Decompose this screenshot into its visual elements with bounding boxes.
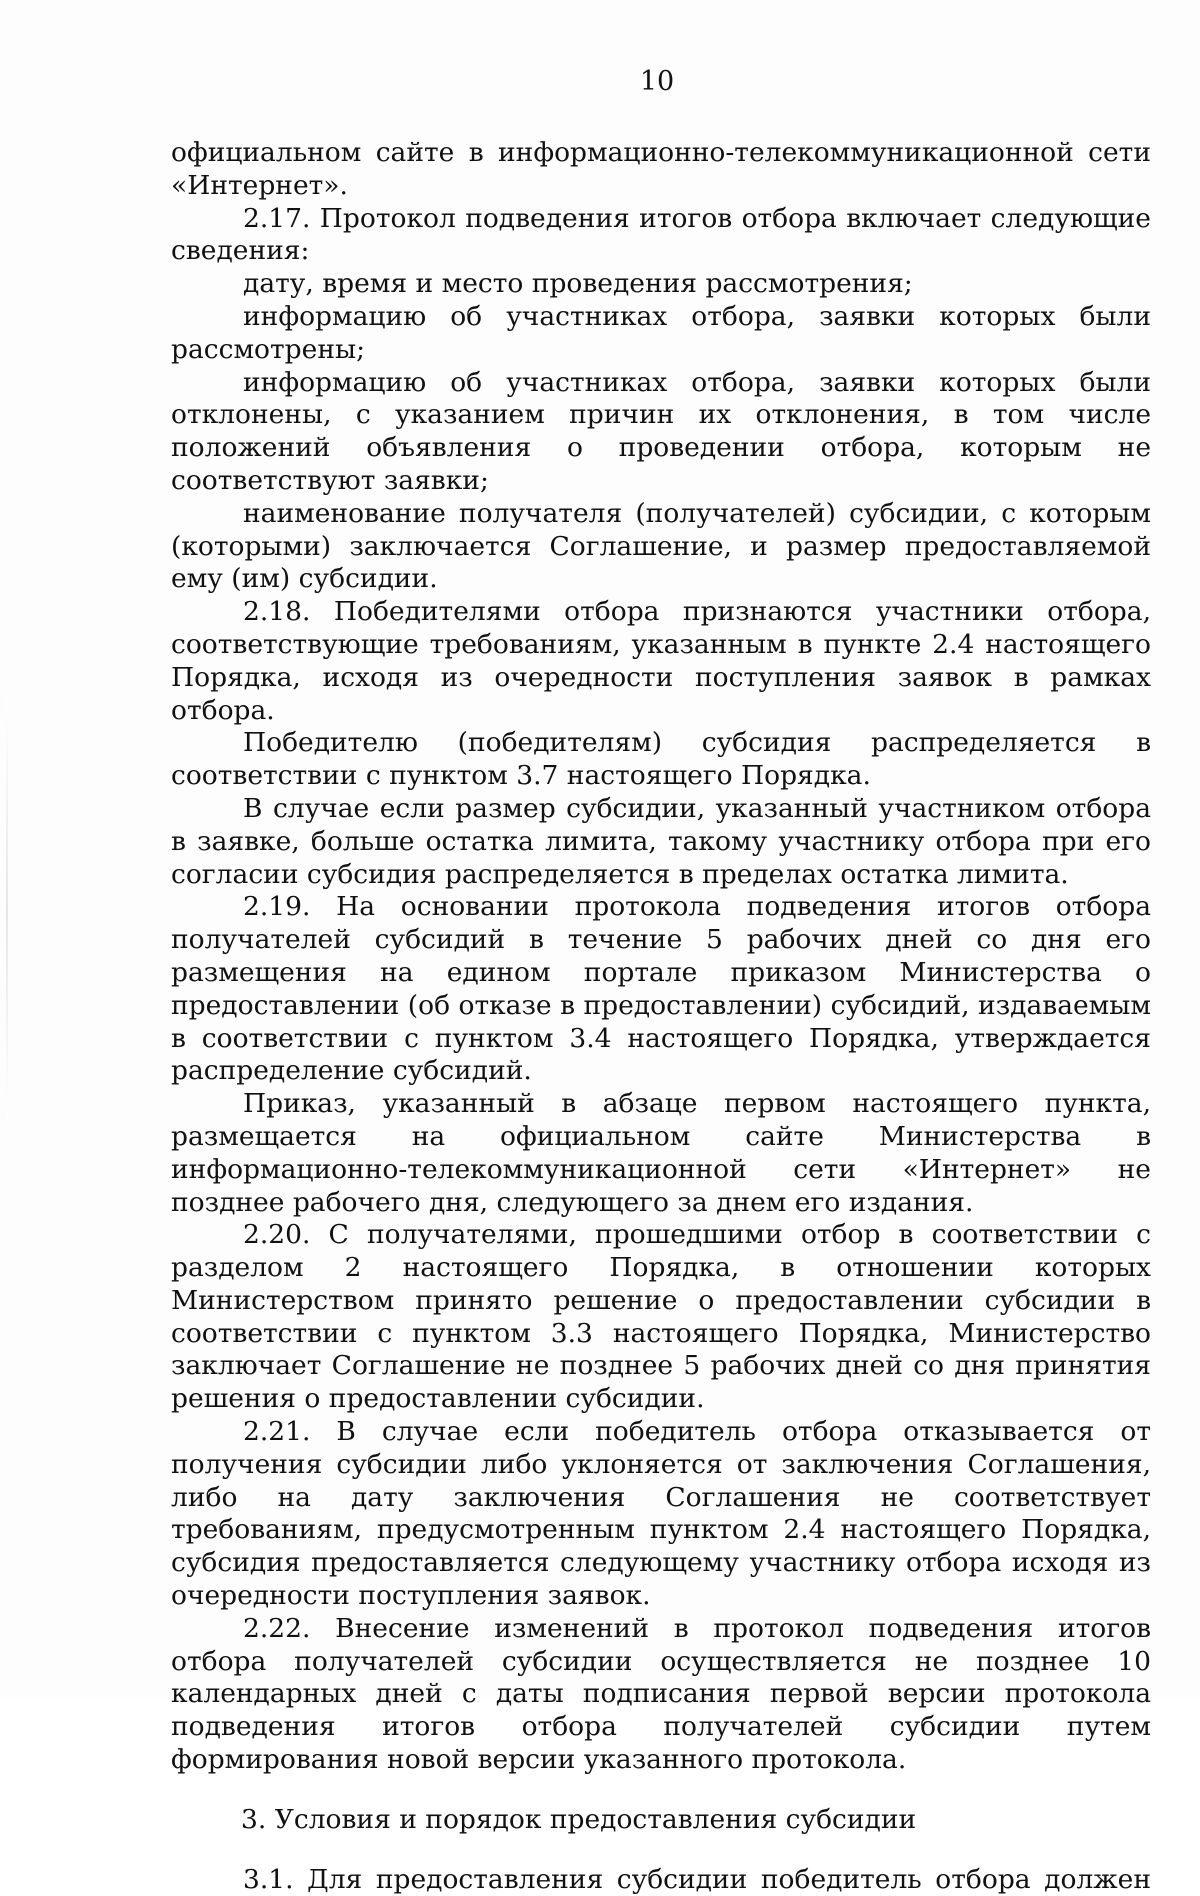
paragraph: «Интернет». — [171, 169, 348, 201]
paragraph: Приказ, указанный в абзаце первом настоящего пункта, размещается на официальном сайте Министерства в информационно-телекоммуникационной сети «Интернет» не позднее рабочего дня, следующего за днем его издания. — [171, 1088, 1151, 1218]
paragraph: 2.20. С получателями, прошедшими отбор в соответствии с разделом 2 настоящего Порядка, в отношении которых Министерством принято решение о предоставлении субсидии в соответствии с пунктом 3.3 настоящего Порядка, Министерство заключает Соглашение не позднее 5 рабочих дней со дня принятия решения о предоставлении субсидии. — [171, 1219, 1151, 1415]
paragraph: информацию об участниках отбора, заявки которых были отклонены, с указанием причин их отклонения, в том числе положений объявления о проведении отбора, которым не соответствуют заявки; — [171, 366, 1151, 496]
page-number: 10 — [639, 66, 675, 97]
paragraph: наименование получателя (получателей) субсидии, с которым (которыми) заключается Соглашение, и размер предоставляемой ему (им) субсидии. — [171, 497, 1151, 595]
paragraph: 2.17. Протокол подведения итогов отбора включает следующие сведения: — [171, 202, 1151, 267]
paragraph: дату, время и место проведения рассмотрения; — [243, 268, 913, 300]
section-heading: 3. Условия и порядок предоставления субсидии — [241, 1803, 917, 1835]
scan-edge-mark — [6, 700, 8, 1120]
paragraph: Победителю (победителям) субсидия распределяется в соответствии с пунктом 3.7 настоящего Порядка. — [171, 727, 1151, 792]
paragraph: информацию об участниках отбора, заявки которых были рассмотрены; — [171, 300, 1151, 365]
paragraph: официальном сайте в информационно-телекоммуникационной сети — [171, 137, 1151, 168]
paragraph: 2.21. В случае если победитель отбора отказывается от получения субсидии либо уклоняется от заключения Соглашения, либо на дату заключения Соглашения не соответствует требованиям, предусмотренным пунктом 2.4 настоящего Порядка, субсидия предоставляется следующему участнику отбора исходя из очередности поступления заявок. — [171, 1416, 1151, 1612]
paragraph: В случае если размер субсидии, указанный участником отбора в заявке, больше остатка лимита, такому участнику отбора при его согласии субсидия распределяется в пределах остатка лимита. — [171, 792, 1151, 890]
paragraph: 3.1. Для предоставления субсидии победитель отбора должен — [243, 1863, 1151, 1895]
paragraph: 2.22. Внесение изменений в протокол подведения итогов отбора получателей субсидии осуществляется не позднее 10 календарных дней с даты подписания первой версии протокола подведения итогов отбора получателей субсидии путем формирования новой версии указанного протокола. — [171, 1612, 1151, 1776]
paragraph: 2.18. Победителями отбора признаются участники отбора, соответствующие требованиям, указанным в пункте 2.4 настоящего Порядка, исходя из очередности поступления заявок в рамках отбора. — [171, 596, 1151, 726]
paragraph: 2.19. На основании протокола подведения итогов отбора получателей субсидий в течение 5 рабочих дней со дня его размещения на едином портале приказом Министерства о предоставлении (об отказе в предоставлении) субсидий, издаваемым в соответствии с пунктом 3.4 настоящего Порядка, утверждается распределение субсидий. — [171, 891, 1151, 1087]
document-body — [171, 137, 1151, 1896]
